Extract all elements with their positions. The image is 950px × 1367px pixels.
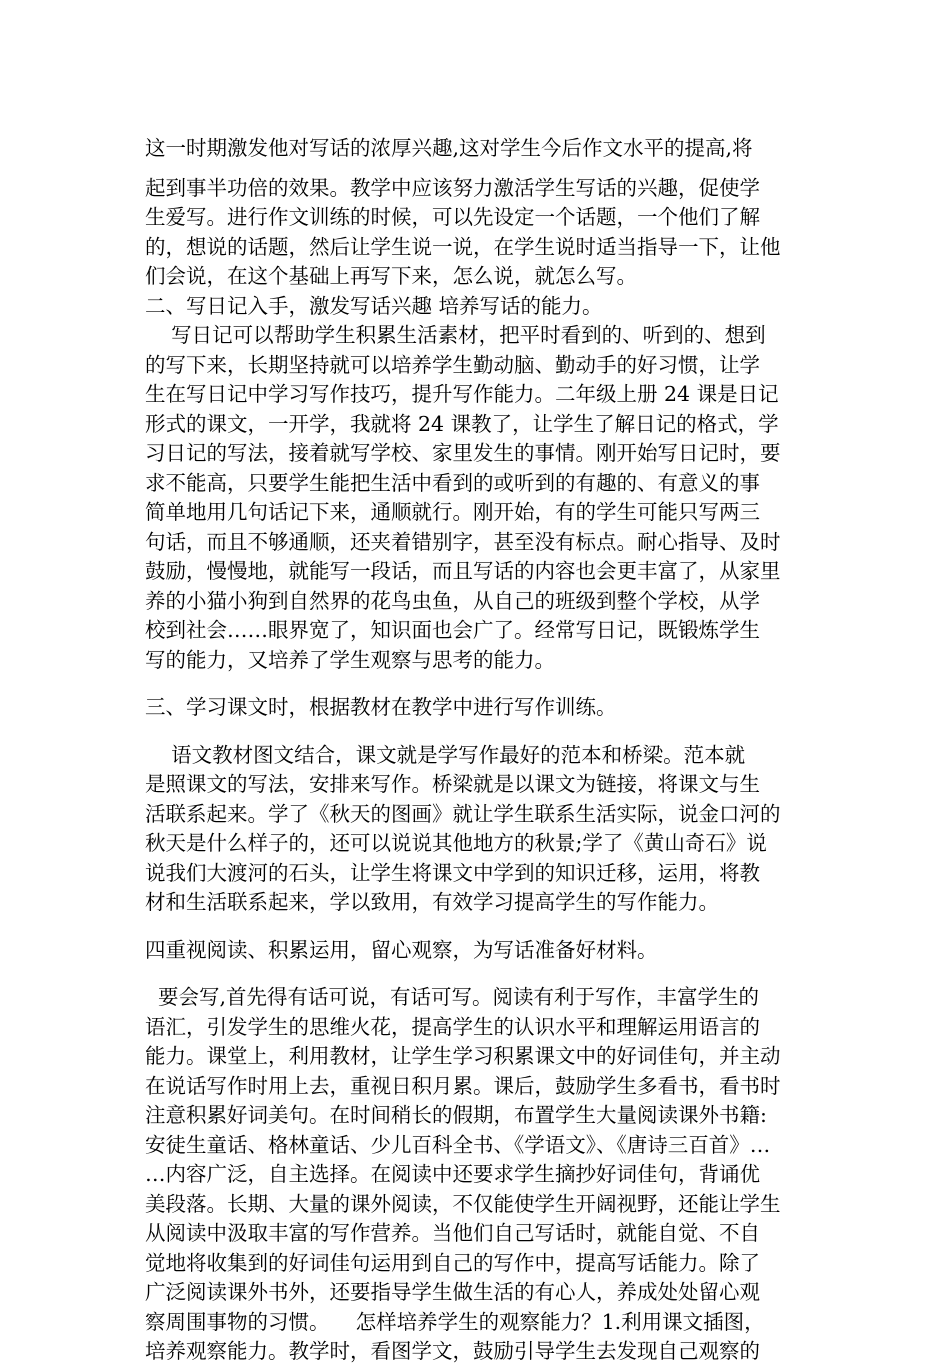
- text-line: 这一时期激发他对写话的浓厚兴趣,这对学生今后作文水平的提高,将: [145, 136, 753, 160]
- paragraph-intro-continued: [145, 174, 811, 292]
- text-line: 美段落。长期、大量的课外阅读，不仅能使学生开阔视野，还能让学生: [145, 1191, 781, 1216]
- text-line: 生在写日记中学习写作技巧，提升写作能力。二年级上册 24 课是日记: [145, 382, 779, 406]
- section-heading-4: [145, 936, 811, 966]
- text-line: 能力。课堂上，利用教材，让学生学习积累课文中的好词佳句，并主动: [145, 1044, 781, 1068]
- text-line: 校到社会……眼界宽了，知识面也会广了。经常写日记，既锻炼学生: [145, 618, 760, 642]
- text-line: 培养观察能力。教学时，看图学文，鼓励引导学生去发现自己观察的: [145, 1339, 760, 1363]
- paragraph-gap: [145, 675, 811, 693]
- text-line: 鼓励，慢慢地，就能写一段话，而且写话的内容也会更丰富了，从家里: [145, 559, 781, 583]
- section-heading-2: [145, 292, 811, 322]
- text-line: 的，想说的话题，然后让学生说一说，在学生说时适当指导一下，让他: [145, 234, 781, 259]
- text-line: 是照课文的写法，安排来写作。桥梁就是以课文为链接，将课文与生: [145, 772, 760, 796]
- section-heading-3: [145, 693, 811, 723]
- text-line: 起到事半功倍的效果。教学中应该努力激活学生写话的兴趣，促使学: [145, 175, 760, 200]
- text-line: 句话，而且不够通顺，还夹着错别字，甚至没有标点。耐心指导、及时: [145, 529, 781, 554]
- text-line: 写日记可以帮助学生积累生活素材，把平时看到的、听到的、想到: [145, 323, 766, 347]
- text-line: 要会写,首先得有话可说，有话可写。阅读有利于写作，丰富学生的: [145, 985, 760, 1009]
- heading-text: 三、学习课文时，根据教材在教学中进行写作训练。: [145, 695, 617, 719]
- document-page: [145, 134, 811, 1367]
- text-line: 语文教材图文结合，课文就是学写作最好的范本和桥梁。范本就: [145, 742, 746, 767]
- text-line: 们会说，在这个基础上再写下来，怎么说，就怎么写。: [145, 264, 637, 288]
- paragraph-gap: [145, 965, 811, 983]
- text-line: 察周围事物的习惯。 怎样培养学生的观察能力？1.利用课文插图，: [145, 1309, 765, 1334]
- text-line: 求不能高，只要学生能把生活中看到的或听到的有趣的、有意义的事: [145, 470, 760, 495]
- text-line: 养的小猫小狗到自然界的花鸟虫鱼，从自己的班级到整个学校，从学: [145, 588, 760, 613]
- text-line: 习日记的写法，接着就写学校、家里发生的事情。刚开始写日记时，要: [145, 441, 781, 465]
- section-4-body: [145, 983, 811, 1367]
- text-line: 从阅读中汲取丰富的写作营养。当他们自己写话时，就能自觉、不自: [145, 1221, 760, 1245]
- text-line: 材和生活联系起来，学以致用，有效学习提高学生的写作能力。: [145, 890, 719, 914]
- heading-text: 四重视阅读、积累运用，留心观察，为写话准备好材料。: [145, 937, 658, 962]
- text-line: 生爱写。进行作文训练的时候，可以先设定一个话题，一个他们了解: [145, 205, 760, 229]
- paragraph-gap: [145, 723, 811, 741]
- text-line: 广泛阅读课外书外，还要指导学生做生活的有心人，养成处处留心观: [145, 1280, 760, 1304]
- text-line: 形式的课文，一开学，我就将 24 课教了，让学生了解日记的格式，学: [145, 411, 779, 436]
- section-3-body: [145, 741, 811, 918]
- paragraph-gap: [145, 918, 811, 936]
- text-line: 语汇，引发学生的思维火花，提高学生的认识水平和理解运用语言的: [145, 1014, 760, 1039]
- text-line: 的写下来，长期坚持就可以培养学生勤动脑、勤动手的好习惯，让学: [145, 352, 760, 377]
- text-line: 觉地将收集到的好词佳句运用到自己的写作中，提高写话能力。除了: [145, 1250, 760, 1275]
- text-line: 秋天是什么样子的，还可以说说其他地方的秋景;学了《黄山奇石》说: [145, 831, 767, 855]
- paragraph-gap: [145, 164, 811, 174]
- text-line: 写的能力，又培养了学生观察与思考的能力。: [145, 647, 555, 672]
- text-line: 注意积累好词美句。在时间稍长的假期，布置学生大量阅读课外书籍:: [145, 1103, 767, 1127]
- text-line: 说我们大渡河的石头，让学生将课文中学到的知识迁移，运用，将教: [145, 860, 760, 885]
- text-line: 简单地用几句话记下来，通顺就行。刚开始，有的学生可能只写两三: [145, 500, 760, 524]
- text-line: 在说话写作时用上去，重视日积月累。课后，鼓励学生多看书，看书时: [145, 1073, 781, 1098]
- paragraph-intro: [145, 134, 811, 164]
- heading-text: 二、写日记入手，激发写话兴趣 培养写话的能力。: [145, 293, 603, 318]
- text-line: 活联系起来。学了《秋天的图画》就让学生联系生活实际，说金口河的: [145, 801, 781, 826]
- section-2-body: [145, 321, 811, 675]
- text-line: …内容广泛，自主选择。在阅读中还要求学生摘抄好词佳句，背诵优: [145, 1162, 760, 1186]
- text-line: 安徒生童话、格林童话、少儿百科全书、《学语文》、《唐诗三百首》…: [145, 1132, 771, 1157]
